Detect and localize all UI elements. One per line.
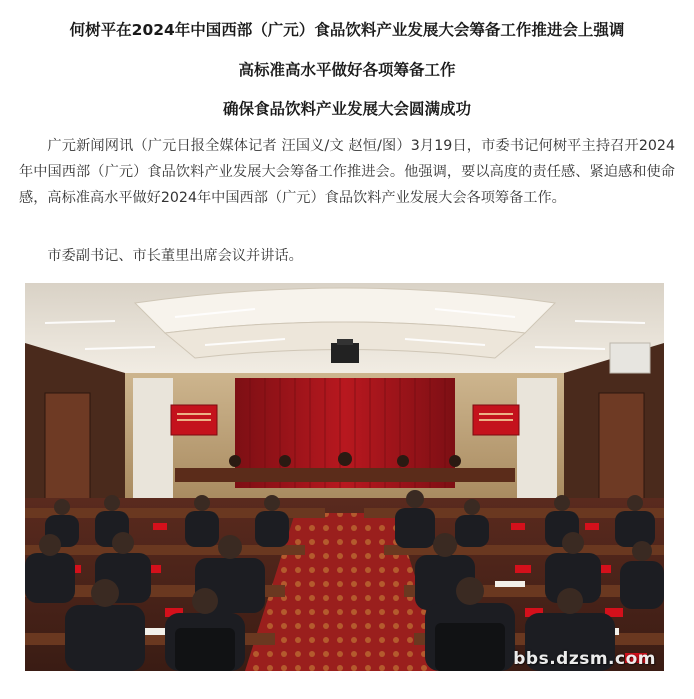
meeting-room-photo [25,283,664,671]
paragraph-second: 市委副书记、市长董里出席会议并讲话。 [47,248,303,264]
headline-line-1: 何树平在2024年中国西部（广元）食品饮料产业发展大会筹备工作推进会上强调 [69,21,625,39]
headline-line-3: 确保食品饮料产业发展大会圆满成功 [222,100,471,118]
paragraph-lead: 广元新闻网讯（广元日报全媒体记者 汪国义/文 赵恒/图）3月19日，市委书记何树平主持召开2024年中国西部（广元）食品饮料产业发展大会筹备工作推进会。他强调，要以高度的责任感、紧迫感和使命感，高标准高水平做好2024年中国西部（广元）食品饮料产业发展大会各项筹备工作。 [19,138,675,206]
watermark-text: bbs.dzsm.com [513,649,656,669]
headline-line-2: 高标准高水平做好各项筹备工作 [238,61,456,79]
